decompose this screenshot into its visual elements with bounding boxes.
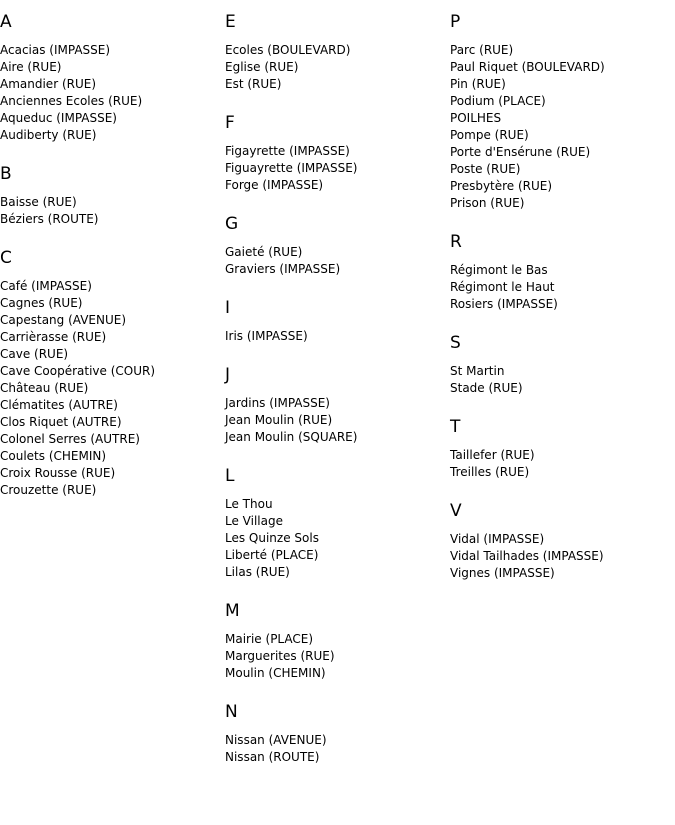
street-link[interactable]: POILHES [450,111,502,125]
street-link[interactable]: Pin (RUE) [450,77,506,91]
street-link[interactable]: Vidal (IMPASSE) [450,532,545,546]
street-link[interactable]: Paul Riquet (BOULEVARD) [450,60,605,74]
letter-section-p [450,11,675,212]
letter-section-n [225,701,450,766]
letter-heading: F [225,113,235,133]
letter-heading: P [450,12,461,32]
street-link[interactable]: Château (RUE) [0,381,89,395]
letter-section-t [450,416,675,481]
street-link[interactable]: Porte d'Ensérune (RUE) [450,145,591,159]
street-link[interactable]: Rosiers (IMPASSE) [450,297,558,311]
letter-heading: S [450,333,461,353]
street-link[interactable]: Ecoles (BOULEVARD) [225,43,351,57]
letter-heading: N [225,702,238,722]
letter-section-i [225,297,450,345]
street-link[interactable]: Vignes (IMPASSE) [450,566,555,580]
street-link[interactable]: Nissan (AVENUE) [225,733,327,747]
street-link[interactable]: Le Thou [225,497,273,511]
letter-section-s [450,332,675,397]
street-link[interactable]: Marguerites (RUE) [225,649,335,663]
street-link[interactable]: St Martin [450,364,505,378]
street-link[interactable]: Moulin (CHEMIN) [225,666,326,680]
street-link[interactable]: Jardins (IMPASSE) [225,396,330,410]
street-link[interactable]: Gaieté (RUE) [225,245,303,259]
street-link[interactable]: Stade (RUE) [450,381,523,395]
street-link[interactable]: Pompe (RUE) [450,128,529,142]
street-link[interactable]: Vidal Tailhades (IMPASSE) [450,549,604,563]
street-link[interactable]: Régimont le Haut [450,280,555,294]
letter-heading: A [0,12,12,32]
street-link[interactable]: Taillefer (RUE) [450,448,535,462]
letter-section-e [225,11,450,93]
street-link[interactable]: Anciennes Ecoles (RUE) [0,94,143,108]
street-link[interactable]: Jean Moulin (RUE) [225,413,333,427]
street-link[interactable]: Liberté (PLACE) [225,548,319,562]
street-link[interactable]: Cave Coopérative (COUR) [0,364,156,378]
street-link[interactable]: Lilas (RUE) [225,565,290,579]
letter-heading: R [450,232,462,252]
letter-section-g [225,213,450,278]
street-link[interactable]: Carrièrasse (RUE) [0,330,107,344]
street-link[interactable]: Figayrette (IMPASSE) [225,144,350,158]
street-link[interactable]: Amandier (RUE) [0,77,97,91]
street-link[interactable]: Clos Riquet (AUTRE) [0,415,122,429]
letter-heading: J [225,365,231,385]
street-link[interactable]: Parc (RUE) [450,43,514,57]
street-link[interactable]: Nissan (ROUTE) [225,750,320,764]
letter-heading: V [450,501,462,521]
letter-section-l [225,465,450,581]
street-link[interactable]: Aire (RUE) [0,60,62,74]
street-link[interactable]: Croix Rousse (RUE) [0,466,116,480]
street-link[interactable]: Treilles (RUE) [450,465,530,479]
street-link[interactable]: Coulets (CHEMIN) [0,449,107,463]
street-link[interactable]: Mairie (PLACE) [225,632,314,646]
street-link[interactable]: Poste (RUE) [450,162,521,176]
street-link[interactable]: Figuayrette (IMPASSE) [225,161,358,175]
street-link[interactable]: Béziers (ROUTE) [0,212,99,226]
street-link[interactable]: Café (IMPASSE) [0,279,92,293]
street-link[interactable]: Baisse (RUE) [0,195,77,209]
street-link[interactable]: Crouzette (RUE) [0,483,97,497]
street-link[interactable]: Clématites (AUTRE) [0,398,118,412]
street-link[interactable]: Les Quinze Sols [225,531,319,545]
letter-heading: M [225,601,240,621]
street-link[interactable]: Cave (RUE) [0,347,69,361]
index-column-1 [0,11,225,518]
street-link[interactable]: Presbytère (RUE) [450,179,553,193]
street-link[interactable]: Iris (IMPASSE) [225,329,308,343]
street-link[interactable]: Forge (IMPASSE) [225,178,324,192]
letter-section-m [225,600,450,682]
street-link[interactable]: Le Village [225,514,283,528]
street-link[interactable]: Est (RUE) [225,77,282,91]
letter-section-a [0,11,225,144]
street-link[interactable]: Acacias (IMPASSE) [0,43,111,57]
letter-section-f [225,112,450,194]
street-link[interactable]: Capestang (AVENUE) [0,313,127,327]
street-link[interactable]: Eglise (RUE) [225,60,299,74]
street-link[interactable]: Cagnes (RUE) [0,296,83,310]
street-link[interactable]: Graviers (IMPASSE) [225,262,341,276]
letter-heading: I [225,298,231,318]
letter-section-r [450,231,675,313]
index-column-2 [225,11,450,785]
letter-section-v [450,500,675,582]
street-link[interactable]: Prison (RUE) [450,196,525,210]
index-column-3 [450,11,675,601]
letter-heading: E [225,12,236,32]
street-link[interactable]: Audiberty (RUE) [0,128,97,142]
street-link[interactable]: Podium (PLACE) [450,94,546,108]
letter-heading: C [0,248,12,268]
street-link[interactable]: Colonel Serres (AUTRE) [0,432,140,446]
street-link[interactable]: Aqueduc (IMPASSE) [0,111,117,125]
street-link[interactable]: Régimont le Bas [450,263,548,277]
street-link[interactable]: Jean Moulin (SQUARE) [225,430,358,444]
letter-heading: G [225,214,239,234]
letter-heading: B [0,164,12,184]
letter-heading: L [225,466,235,486]
letter-heading: T [450,417,461,437]
letter-section-c [0,247,225,499]
letter-section-b [0,163,225,228]
letter-section-j [225,364,450,446]
